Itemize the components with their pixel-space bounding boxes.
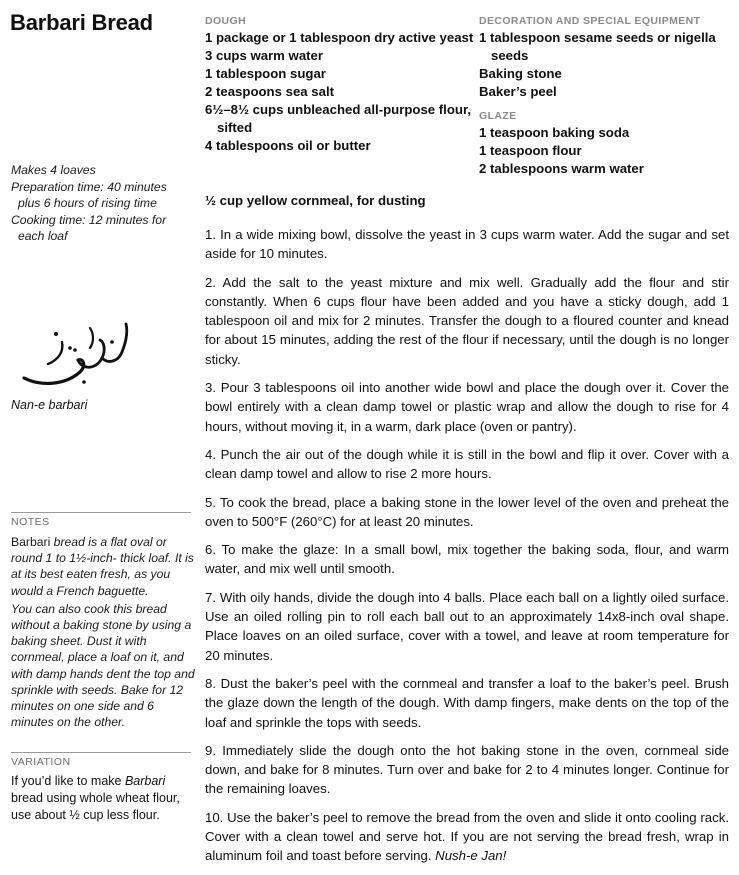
step-2: 2. Add the salt to the yeast mixture and mix well. Gradually add the flour and stir constantly. When 6 cups flour have been added and you have a sticky dough, add 1 tablespoon oil and mix for 2 minutes. Transfer the dough to a floured counter and knead for about 15 minutes, adding the rest of the flour if necessary, until the dough is no longer sticky. — [205, 274, 729, 367]
ingredient-item: 1 teaspoon flour — [479, 143, 582, 158]
ingredient-item: 1 package or 1 tablespoon dry active yeast — [205, 30, 474, 45]
ingredient-item: 3 cups warm water — [205, 48, 324, 63]
ingredient-item: 1 teaspoon baking soda — [479, 125, 630, 140]
glaze-heading: GLAZE — [479, 110, 517, 122]
step-5: 5. To cook the bread, place a baking stone in the lower level of the oven and preheat the oven to 500°F (260°C) for at least 20 minutes. — [205, 494, 729, 529]
rising-time-text: plus 6 hours of rising time — [18, 196, 157, 211]
notes-paragraph-1 — [11, 534, 196, 599]
ingredient-item: 1 tablespoon sesame seeds or nigella seeds — [479, 30, 716, 63]
recipe-title: Barbari Bread — [10, 10, 153, 35]
dough-heading: DOUGH — [205, 15, 247, 27]
ingredient-item: 1 tablespoon sugar — [205, 66, 326, 81]
recipe-meta — [11, 162, 191, 245]
notes-paragraph-1-text: bread is a flat oval or round 1 to 1½-inch- thick loaf. It is at its best eaten fresh, as you would a French baguette. — [11, 535, 194, 598]
ingredient-item: 6½–8½ cups unbleached all-purpose flour, sifted — [205, 102, 472, 135]
step-1: 1. In a wide mixing bowl, dissolve the yeast in 3 cups warm water. Add the sugar and set aside for 10 minutes. — [205, 227, 729, 262]
notes-section — [11, 534, 196, 732]
dough-list — [205, 29, 475, 155]
step-10 — [205, 808, 729, 866]
prep-time-text: Preparation time: 40 minutes — [11, 179, 167, 194]
step-6: 6. To make the glaze: In a small bowl, mix together the baking soda, flour, and warm water, and mix well until smooth. — [205, 542, 729, 577]
variation-heading: VARIATION — [11, 752, 191, 768]
step-8: 8. Dust the baker’s peel with the cornmeal and transfer a loaf to the baker’s peel. Brush the glaze down the length of the dough. With damp fingers, make dents on the top of the loaf and sprinkle the tops with seeds. — [205, 675, 729, 730]
yield-text: Makes 4 loaves — [11, 163, 96, 177]
step-7: 7. With oily hands, divide the dough into 4 balls. Place each ball on a lightly oiled surface. Use an oiled rolling pin to roll each ball out to an approximately 14x8-inch oval shape. Place loaves on an oiled surface, cover with a towel, and leave at room temperature for 20 minutes. — [205, 589, 729, 663]
cook-time-text-cont: each loaf — [18, 229, 68, 244]
calligraphy-caption: Nan-e barbari — [11, 398, 88, 412]
notes-paragraph-2: You can also cook this bread without a baking stone by using a baking sheet. Dust it with cornmeal, place a loaf on it, and with damp hands dent the top and sprinkle with seeds. Bake for 12 minutes on one side and 6 minutes on the other. — [11, 601, 195, 730]
ingredient-item: 4 tablespoons oil or butter — [205, 138, 371, 153]
step-3: 3. Pour 3 tablespoons oil into another wide bowl and place the dough over it. Cover the bowl entirely with a clean damp towel or plastic wrap and allow the dough to rise for 4 hours, without moving it, in a warm, dark place (oven or pantry). — [205, 380, 729, 434]
cook-time-text: Cooking time: 12 minutes for — [11, 212, 167, 227]
glaze-list — [479, 124, 735, 178]
bread-name-italic: Barbari — [124, 774, 166, 788]
step-4: 4. Punch the air out of the dough while it is still in the bowl and flip it over. Cover with a clean damp towel and allow to rise 2 more hours. — [205, 446, 729, 482]
decoration-heading: DECORATION AND SPECIAL EQUIPMENT — [479, 15, 701, 27]
variation-text-start: If you’d like to make — [11, 774, 125, 788]
closing-phrase: Nush-e Jan! — [435, 848, 507, 864]
ingredient-item: Baker’s peel — [479, 84, 557, 99]
notes-heading: NOTES — [11, 512, 191, 528]
ingredient-item: 2 teaspoons sea salt — [205, 84, 335, 99]
step-9: 9. Immediately slide the dough onto the hot baking stone in the oven, cornmeal side down, and bake for 8 minutes. Turn over and bake for 2 to 4 minutes longer. Continue for the remaining loaves. — [205, 742, 729, 797]
decoration-ingredients — [479, 14, 735, 178]
step-10-text: 10. Use the baker’s peel to remove the bread from the oven and slide it onto cooling rack. Cover with a clean towel and serve hot. If you are not serving the bread fresh, wrap in aluminum foil and toast before serving. — [205, 809, 729, 864]
cornmeal-ingredient: ½ cup yellow cornmeal, for dusting — [205, 193, 426, 208]
ingredient-item: Baking stone — [479, 66, 562, 81]
ingredient-item: 2 tablespoons warm water — [479, 161, 644, 176]
variation-text-end: bread using whole wheat flour, use about ½ cup less flour. — [11, 790, 180, 822]
variation-text — [11, 773, 196, 823]
bread-name: Barbari — [11, 535, 51, 549]
persian-calligraphy-icon — [18, 312, 138, 392]
decoration-list — [479, 29, 735, 101]
recipe-steps — [205, 225, 729, 875]
dough-ingredients — [205, 14, 475, 155]
